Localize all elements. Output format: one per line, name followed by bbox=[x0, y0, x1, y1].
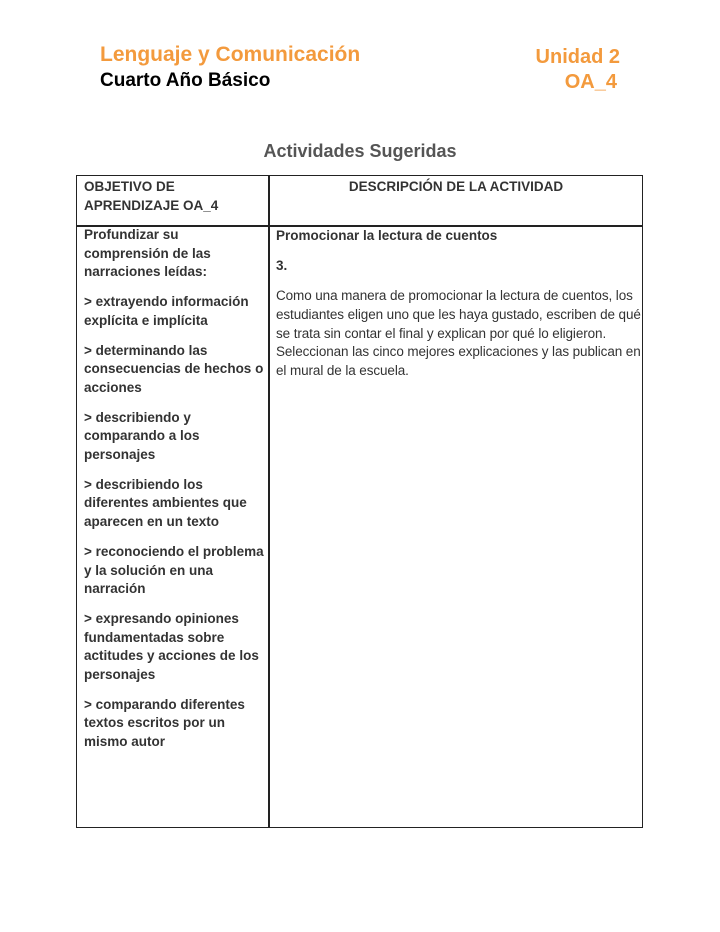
activity-number: 3. bbox=[276, 258, 288, 273]
objective-intro: Profundizar su comprensión de las narraciones leídas: bbox=[84, 227, 211, 280]
objective-item: > reconociendo el problema y la solución en una narración bbox=[84, 543, 264, 597]
objective-item: > determinando las consecuencias de hechos o acciones bbox=[84, 342, 264, 395]
activity-title: Promocionar la lectura de cuentos bbox=[276, 228, 498, 243]
column-divider bbox=[268, 176, 270, 827]
unit-title: Unidad 2 bbox=[535, 46, 620, 68]
activity-table bbox=[76, 175, 643, 828]
objective-item: > expresando opiniones fundamentadas sobre actitudes y acciones de los personajes bbox=[84, 610, 259, 683]
objective-cell bbox=[84, 226, 264, 763]
description-cell bbox=[276, 226, 641, 381]
objective-column-header: OBJETIVO DE APRENDIZAJE OA_4 bbox=[84, 179, 219, 213]
activity-body: Como una manera de promocionar la lectura de cuentos, los estudiantes eligen uno que les haya gustado, escriben de qué se trata sin contar el final y explican por qué lo eligieron. Seleccionan las cinco mejores explicaciones y las publican en el mural de la escuela. bbox=[276, 288, 641, 379]
page-header bbox=[100, 42, 620, 98]
description-column-header: DESCRIPCIÓN DE LA ACTIVIDAD bbox=[348, 179, 564, 194]
objective-item: > comparando diferentes textos escritos por un mismo autor bbox=[84, 696, 245, 750]
objective-item: > describiendo y comparando a los personajes bbox=[84, 409, 200, 463]
section-title: Actividades Sugeridas bbox=[263, 141, 457, 161]
subject-title: Lenguaje y Comunicación bbox=[100, 43, 361, 66]
objective-item: > extrayendo información explícita e implícita bbox=[84, 294, 249, 328]
grade-title: Cuarto Año Básico bbox=[100, 70, 271, 91]
objective-item: > describiendo los diferentes ambientes que aparecen en un texto bbox=[84, 476, 247, 530]
oa-code: OA_4 bbox=[564, 71, 617, 93]
